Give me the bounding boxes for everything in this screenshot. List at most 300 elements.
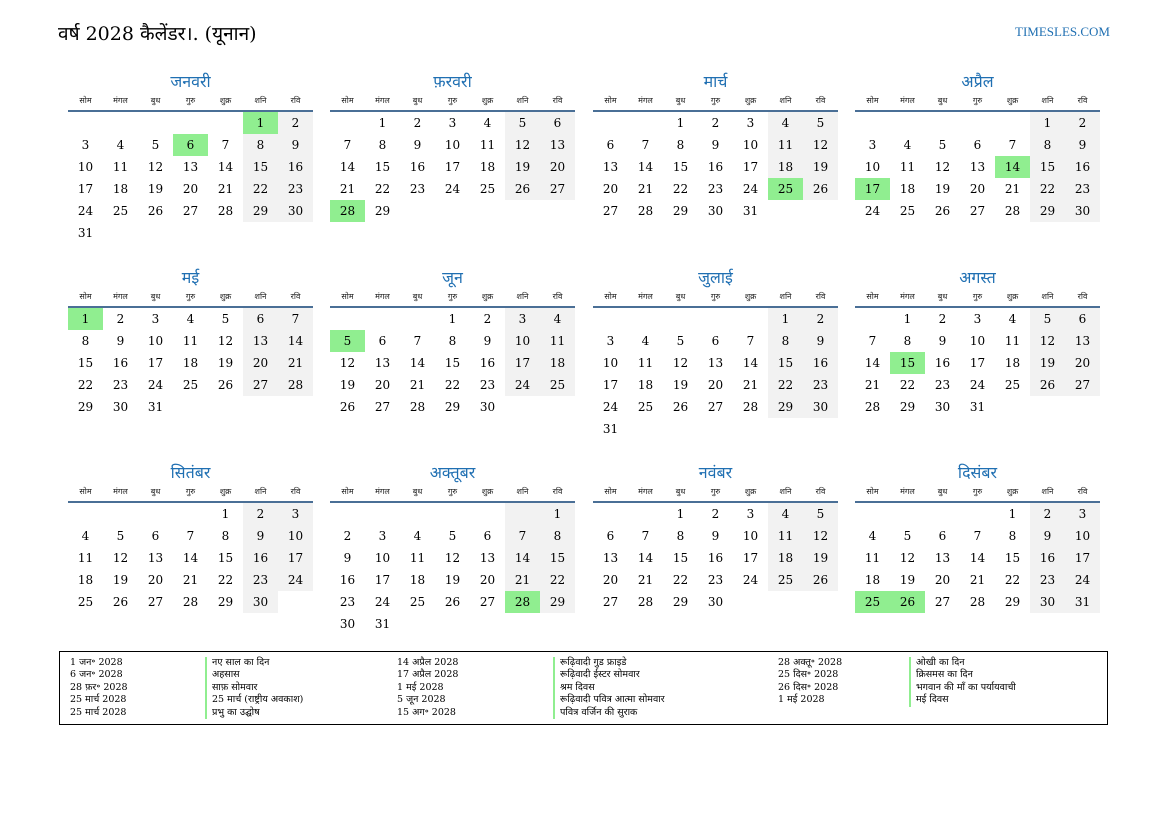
weekday-label: रवि (290, 292, 301, 301)
day-cell: 4 (116, 138, 125, 152)
weekday-label: रवि (552, 96, 563, 105)
day-cell: 28 (278, 374, 313, 396)
legend-date: 14 अप्रैल 2028 (397, 657, 459, 668)
day-cell: 12 (444, 551, 461, 565)
day-cell: 8 (676, 529, 685, 543)
day-cell: 30 (934, 400, 951, 414)
day-cell: 21 (505, 569, 540, 591)
day-cell: 12 (934, 160, 951, 174)
weekday-label: गुरु (972, 96, 983, 105)
day-cell: 17 (278, 547, 313, 569)
day-cell: 26 (147, 204, 164, 218)
day-cell: 23 (339, 595, 356, 609)
day-cell: 29 (374, 204, 391, 218)
weekday-label: गुरु (710, 487, 721, 496)
day-cell: 5 (803, 112, 838, 134)
day-empty (628, 112, 663, 134)
legend-holiday-name: रूढ़िवादी ईस्टर सोमवार (560, 669, 640, 681)
day-cell: 13 (934, 551, 951, 565)
day-cell: 17 (1065, 547, 1100, 569)
day-cell: 14 (339, 160, 356, 174)
weekday-label: मंगल (638, 96, 653, 105)
day-cell: 18 (899, 182, 916, 196)
day-cell: 30 (243, 591, 278, 613)
day-cell: 25 (77, 595, 94, 609)
legend-date-column (70, 657, 128, 719)
day-empty (628, 503, 663, 525)
day-cell: 6 (606, 138, 615, 152)
day-cell: 16 (409, 160, 426, 174)
day-cell: 5 (221, 312, 230, 326)
day-cell: 19 (803, 156, 838, 178)
legend-name-column (909, 657, 1016, 707)
day-cell: 12 (217, 334, 234, 348)
weekday-label: शुक्र (1006, 487, 1019, 496)
day-cell-holiday: 28 (505, 591, 540, 613)
day-empty (330, 112, 365, 134)
day-cell: 20 (540, 156, 575, 178)
legend-holiday-name: नए साल का दिन (212, 657, 270, 668)
day-cell: 17 (969, 356, 986, 370)
day-cell: 3 (1065, 503, 1100, 525)
day-cell: 17 (742, 160, 759, 174)
day-cell: 11 (409, 551, 426, 565)
day-cell: 16 (479, 356, 496, 370)
weekday-header (593, 485, 838, 503)
day-cell: 16 (339, 573, 356, 587)
weekday-label: बुध (675, 292, 686, 301)
day-cell: 13 (374, 356, 391, 370)
day-cell: 5 (903, 529, 912, 543)
day-cell-holiday: 15 (890, 352, 925, 374)
day-cell: 5 (151, 138, 160, 152)
day-cell: 29 (243, 200, 278, 222)
day-cell: 20 (707, 378, 724, 392)
day-cell-holiday: 25 (855, 591, 890, 613)
weekday-label: गुरु (447, 96, 458, 105)
day-cell: 30 (707, 595, 724, 609)
day-cell: 8 (1008, 529, 1017, 543)
day-cell-holiday: 28 (330, 200, 365, 222)
day-cell: 3 (606, 334, 615, 348)
month-name: फ़रवरी (433, 72, 472, 91)
day-cell: 4 (768, 503, 803, 525)
day-cell: 25 (409, 595, 426, 609)
day-empty (208, 112, 243, 134)
day-cell: 16 (707, 160, 724, 174)
weekday-header (593, 94, 838, 112)
day-cell: 2 (116, 312, 125, 326)
weekday-label: सोम (79, 96, 92, 105)
day-cell: 23 (1030, 569, 1065, 591)
day-cell: 17 (77, 182, 94, 196)
day-cell: 26 (444, 595, 461, 609)
day-empty (593, 308, 628, 330)
day-cell: 4 (186, 312, 195, 326)
day-cell: 19 (339, 378, 356, 392)
day-cell: 25 (768, 569, 803, 591)
month-block (330, 266, 575, 418)
day-cell: 17 (444, 160, 461, 174)
day-cell: 2 (1065, 112, 1100, 134)
day-cell: 29 (77, 400, 94, 414)
legend-date: 17 अप्रैल 2028 (397, 669, 459, 681)
weekday-label: गुरु (972, 292, 983, 301)
day-cell: 11 (112, 160, 129, 174)
day-cell: 29 (217, 595, 234, 609)
day-cell-holiday: 25 (768, 178, 803, 200)
day-cell: 17 (147, 356, 164, 370)
weekday-header (593, 290, 838, 308)
day-cell-holiday: 5 (330, 330, 365, 352)
day-cell: 13 (1065, 330, 1100, 352)
day-cell: 6 (243, 308, 278, 330)
day-cell: 9 (243, 525, 278, 547)
month-name: जुलाई (698, 268, 733, 287)
day-cell: 9 (938, 334, 947, 348)
day-cell: 12 (339, 356, 356, 370)
day-cell: 29 (672, 204, 689, 218)
weekday-label: शुक्र (1006, 292, 1019, 301)
month-block (68, 461, 313, 613)
legend-date: 5 जून 2028 (397, 694, 446, 706)
weekday-label: शुक्र (219, 96, 232, 105)
day-cell: 3 (868, 138, 877, 152)
day-empty (698, 308, 733, 330)
day-cell: 10 (1065, 525, 1100, 547)
day-cell: 5 (505, 112, 540, 134)
day-cell: 13 (147, 551, 164, 565)
day-cell: 10 (505, 330, 540, 352)
legend-holiday-name: भगवान की माँ का पर्यायवाची (916, 681, 1016, 693)
weekday-label: रवि (552, 292, 563, 301)
day-cell: 7 (278, 308, 313, 330)
weekday-label: शुक्र (744, 292, 757, 301)
day-cell: 4 (81, 529, 90, 543)
day-cell: 28 (637, 204, 654, 218)
day-cell: 24 (742, 182, 759, 196)
day-cell: 9 (483, 334, 492, 348)
day-cell: 1 (903, 312, 912, 326)
legend-date: 28 फ़र॰ 2028 (70, 681, 128, 693)
weekday-label: रवि (1077, 96, 1088, 105)
day-cell: 18 (768, 156, 803, 178)
weekday-label: सोम (79, 487, 92, 496)
day-cell: 28 (182, 595, 199, 609)
day-cell: 6 (711, 334, 720, 348)
day-cell: 21 (969, 573, 986, 587)
month-block (593, 461, 838, 613)
month-name: मार्च (703, 72, 728, 91)
month-name: नवंबर (698, 463, 733, 482)
day-cell: 26 (1030, 374, 1065, 396)
legend-date-column (397, 657, 458, 719)
day-cell: 18 (768, 547, 803, 569)
day-empty (400, 503, 435, 525)
day-cell: 19 (934, 182, 951, 196)
day-cell: 1 (221, 507, 230, 521)
weekday-label: सोम (79, 292, 92, 301)
weekday-label: बुध (150, 292, 161, 301)
day-cell: 20 (147, 573, 164, 587)
day-cell: 27 (540, 178, 575, 200)
weekday-label: बुध (412, 96, 423, 105)
day-cell: 4 (1008, 312, 1017, 326)
day-cell: 6 (606, 529, 615, 543)
day-cell: 13 (707, 356, 724, 370)
month-block (593, 70, 838, 222)
day-cell: 31 (969, 400, 986, 414)
day-cell: 27 (602, 595, 619, 609)
day-grid (330, 112, 575, 222)
month-name: अप्रैल (961, 72, 994, 91)
day-grid (855, 112, 1100, 222)
site-link[interactable]: TIMESLES.COM (1015, 24, 1110, 39)
weekday-label: गुरु (447, 292, 458, 301)
day-cell: 11 (768, 525, 803, 547)
month-name: मई (181, 268, 200, 287)
weekday-label: शनि (254, 96, 267, 105)
day-cell: 16 (1065, 156, 1100, 178)
weekday-label: शनि (516, 292, 529, 301)
weekday-label: रवि (552, 487, 563, 496)
day-cell: 16 (243, 547, 278, 569)
weekday-label: सोम (604, 96, 617, 105)
day-cell: 22 (540, 569, 575, 591)
weekday-label: मंगल (900, 292, 915, 301)
weekday-label: रवि (1077, 292, 1088, 301)
weekday-label: शनि (779, 96, 792, 105)
day-cell: 15 (243, 156, 278, 178)
day-empty (890, 112, 925, 134)
day-cell: 16 (934, 356, 951, 370)
month-block (855, 70, 1100, 222)
month-block (68, 266, 313, 418)
weekday-label: सोम (604, 292, 617, 301)
day-cell: 26 (803, 569, 838, 591)
day-cell: 8 (768, 330, 803, 352)
day-cell: 7 (343, 138, 352, 152)
legend-holiday-name: पवित्र वर्जिन की सुराक (560, 706, 638, 718)
day-cell: 22 (374, 182, 391, 196)
day-cell: 17 (742, 551, 759, 565)
day-empty (470, 503, 505, 525)
day-cell: 30 (1065, 200, 1100, 222)
legend-date: 28 अक्तू॰ 2028 (778, 657, 843, 668)
day-cell: 7 (505, 525, 540, 547)
weekday-label: शुक्र (481, 96, 494, 105)
day-grid (68, 503, 313, 613)
weekday-label: रवि (815, 96, 826, 105)
day-cell: 31 (602, 422, 619, 436)
weekday-label: सोम (341, 292, 354, 301)
weekday-label: मंगल (113, 292, 128, 301)
legend-date: 1 जन॰ 2028 (70, 657, 123, 668)
day-cell: 20 (182, 182, 199, 196)
day-cell: 8 (243, 134, 278, 156)
weekday-label: सोम (866, 487, 879, 496)
day-cell: 22 (1030, 178, 1065, 200)
day-cell: 19 (217, 356, 234, 370)
day-cell: 11 (540, 330, 575, 352)
day-empty (103, 503, 138, 525)
day-cell: 23 (707, 182, 724, 196)
weekday-label: मंगल (900, 487, 915, 496)
day-cell: 5 (448, 529, 457, 543)
day-cell: 8 (81, 334, 90, 348)
day-cell: 7 (641, 138, 650, 152)
month-block (68, 70, 313, 244)
day-cell: 10 (602, 356, 619, 370)
day-cell: 11 (1004, 334, 1021, 348)
day-empty (330, 308, 365, 330)
day-cell: 10 (77, 160, 94, 174)
day-cell: 26 (803, 178, 838, 200)
day-cell: 2 (711, 507, 720, 521)
legend-date: 25 मार्च 2028 (70, 694, 127, 706)
weekday-label: रवि (815, 487, 826, 496)
day-cell: 8 (378, 138, 387, 152)
day-cell: 31 (77, 226, 94, 240)
weekday-label: बुध (937, 96, 948, 105)
day-cell: 14 (217, 160, 234, 174)
month-name: अक्तूबर (429, 463, 476, 482)
weekday-label: मंगल (375, 292, 390, 301)
day-cell: 2 (243, 503, 278, 525)
weekday-label: शनि (1041, 292, 1054, 301)
day-cell: 18 (112, 182, 129, 196)
day-cell: 23 (243, 569, 278, 591)
day-empty (855, 503, 890, 525)
day-cell: 27 (707, 400, 724, 414)
day-empty (855, 308, 890, 330)
day-cell: 7 (973, 529, 982, 543)
weekday-label: शुक्र (1006, 96, 1019, 105)
day-empty (173, 112, 208, 134)
legend-holiday-name: रूढ़िवादी पवित्र आत्मा सोमवार (560, 694, 665, 706)
day-cell: 30 (339, 617, 356, 631)
day-cell: 25 (479, 182, 496, 196)
day-cell: 2 (483, 312, 492, 326)
day-cell: 4 (641, 334, 650, 348)
day-cell: 12 (505, 134, 540, 156)
day-empty (103, 112, 138, 134)
day-cell: 9 (1065, 134, 1100, 156)
day-cell: 6 (378, 334, 387, 348)
month-block (593, 266, 838, 440)
day-cell: 19 (1030, 352, 1065, 374)
day-cell: 19 (899, 573, 916, 587)
day-cell: 20 (1065, 352, 1100, 374)
day-cell: 9 (413, 138, 422, 152)
day-cell: 31 (374, 617, 391, 631)
day-cell: 14 (637, 551, 654, 565)
day-cell: 29 (768, 396, 803, 418)
weekday-label: शुक्र (219, 487, 232, 496)
weekday-label: रवि (1077, 487, 1088, 496)
day-cell: 27 (934, 595, 951, 609)
day-cell: 13 (182, 160, 199, 174)
day-cell: 3 (278, 503, 313, 525)
day-cell: 28 (409, 400, 426, 414)
weekday-label: बुध (412, 487, 423, 496)
day-grid (593, 112, 838, 222)
day-cell: 19 (444, 573, 461, 587)
day-cell: 14 (505, 547, 540, 569)
day-cell: 29 (1030, 200, 1065, 222)
day-cell: 4 (413, 529, 422, 543)
day-cell: 12 (1030, 330, 1065, 352)
day-cell: 21 (409, 378, 426, 392)
day-cell: 16 (112, 356, 129, 370)
day-cell: 3 (973, 312, 982, 326)
legend-name-column (553, 657, 665, 719)
page-title: वर्ष 2028 कैलेंडर।. (यूनान) (58, 23, 257, 45)
day-cell: 22 (77, 378, 94, 392)
weekday-header (855, 290, 1100, 308)
day-cell: 11 (899, 160, 916, 174)
weekday-label: रवि (290, 96, 301, 105)
day-empty (995, 112, 1030, 134)
day-cell: 18 (1004, 356, 1021, 370)
month-block (855, 461, 1100, 613)
day-cell: 5 (1030, 308, 1065, 330)
weekday-label: गुरु (710, 96, 721, 105)
day-cell: 25 (637, 400, 654, 414)
day-cell: 24 (864, 204, 881, 218)
weekday-label: बुध (675, 96, 686, 105)
day-cell-holiday: 1 (68, 308, 103, 330)
day-cell: 23 (934, 378, 951, 392)
day-cell: 17 (374, 573, 391, 587)
legend-date: 26 दिस॰ 2028 (778, 681, 839, 693)
weekday-label: बुध (937, 487, 948, 496)
day-cell: 18 (479, 160, 496, 174)
day-cell: 1 (448, 312, 457, 326)
weekday-header (330, 290, 575, 308)
day-cell: 29 (672, 595, 689, 609)
day-cell: 4 (903, 138, 912, 152)
day-cell: 1 (1008, 507, 1017, 521)
day-cell: 21 (217, 182, 234, 196)
day-cell: 10 (742, 138, 759, 152)
day-cell: 21 (742, 378, 759, 392)
day-cell: 30 (112, 400, 129, 414)
day-cell: 13 (479, 551, 496, 565)
legend-date: 1 मई 2028 (778, 694, 825, 706)
day-cell: 28 (637, 595, 654, 609)
weekday-header (68, 485, 313, 503)
legend-date-column (778, 657, 842, 707)
weekday-label: शनि (516, 487, 529, 496)
day-cell: 5 (803, 503, 838, 525)
day-empty (593, 503, 628, 525)
day-cell: 8 (903, 334, 912, 348)
day-cell: 25 (182, 378, 199, 392)
day-cell: 6 (151, 529, 160, 543)
day-empty (365, 308, 400, 330)
day-cell: 22 (243, 178, 278, 200)
month-block (330, 461, 575, 635)
day-cell: 22 (768, 374, 803, 396)
day-cell: 1 (768, 308, 803, 330)
day-cell: 10 (444, 138, 461, 152)
day-cell: 24 (742, 573, 759, 587)
day-cell: 2 (803, 308, 838, 330)
day-cell: 23 (1065, 178, 1100, 200)
day-cell: 28 (217, 204, 234, 218)
day-cell: 8 (1030, 134, 1065, 156)
